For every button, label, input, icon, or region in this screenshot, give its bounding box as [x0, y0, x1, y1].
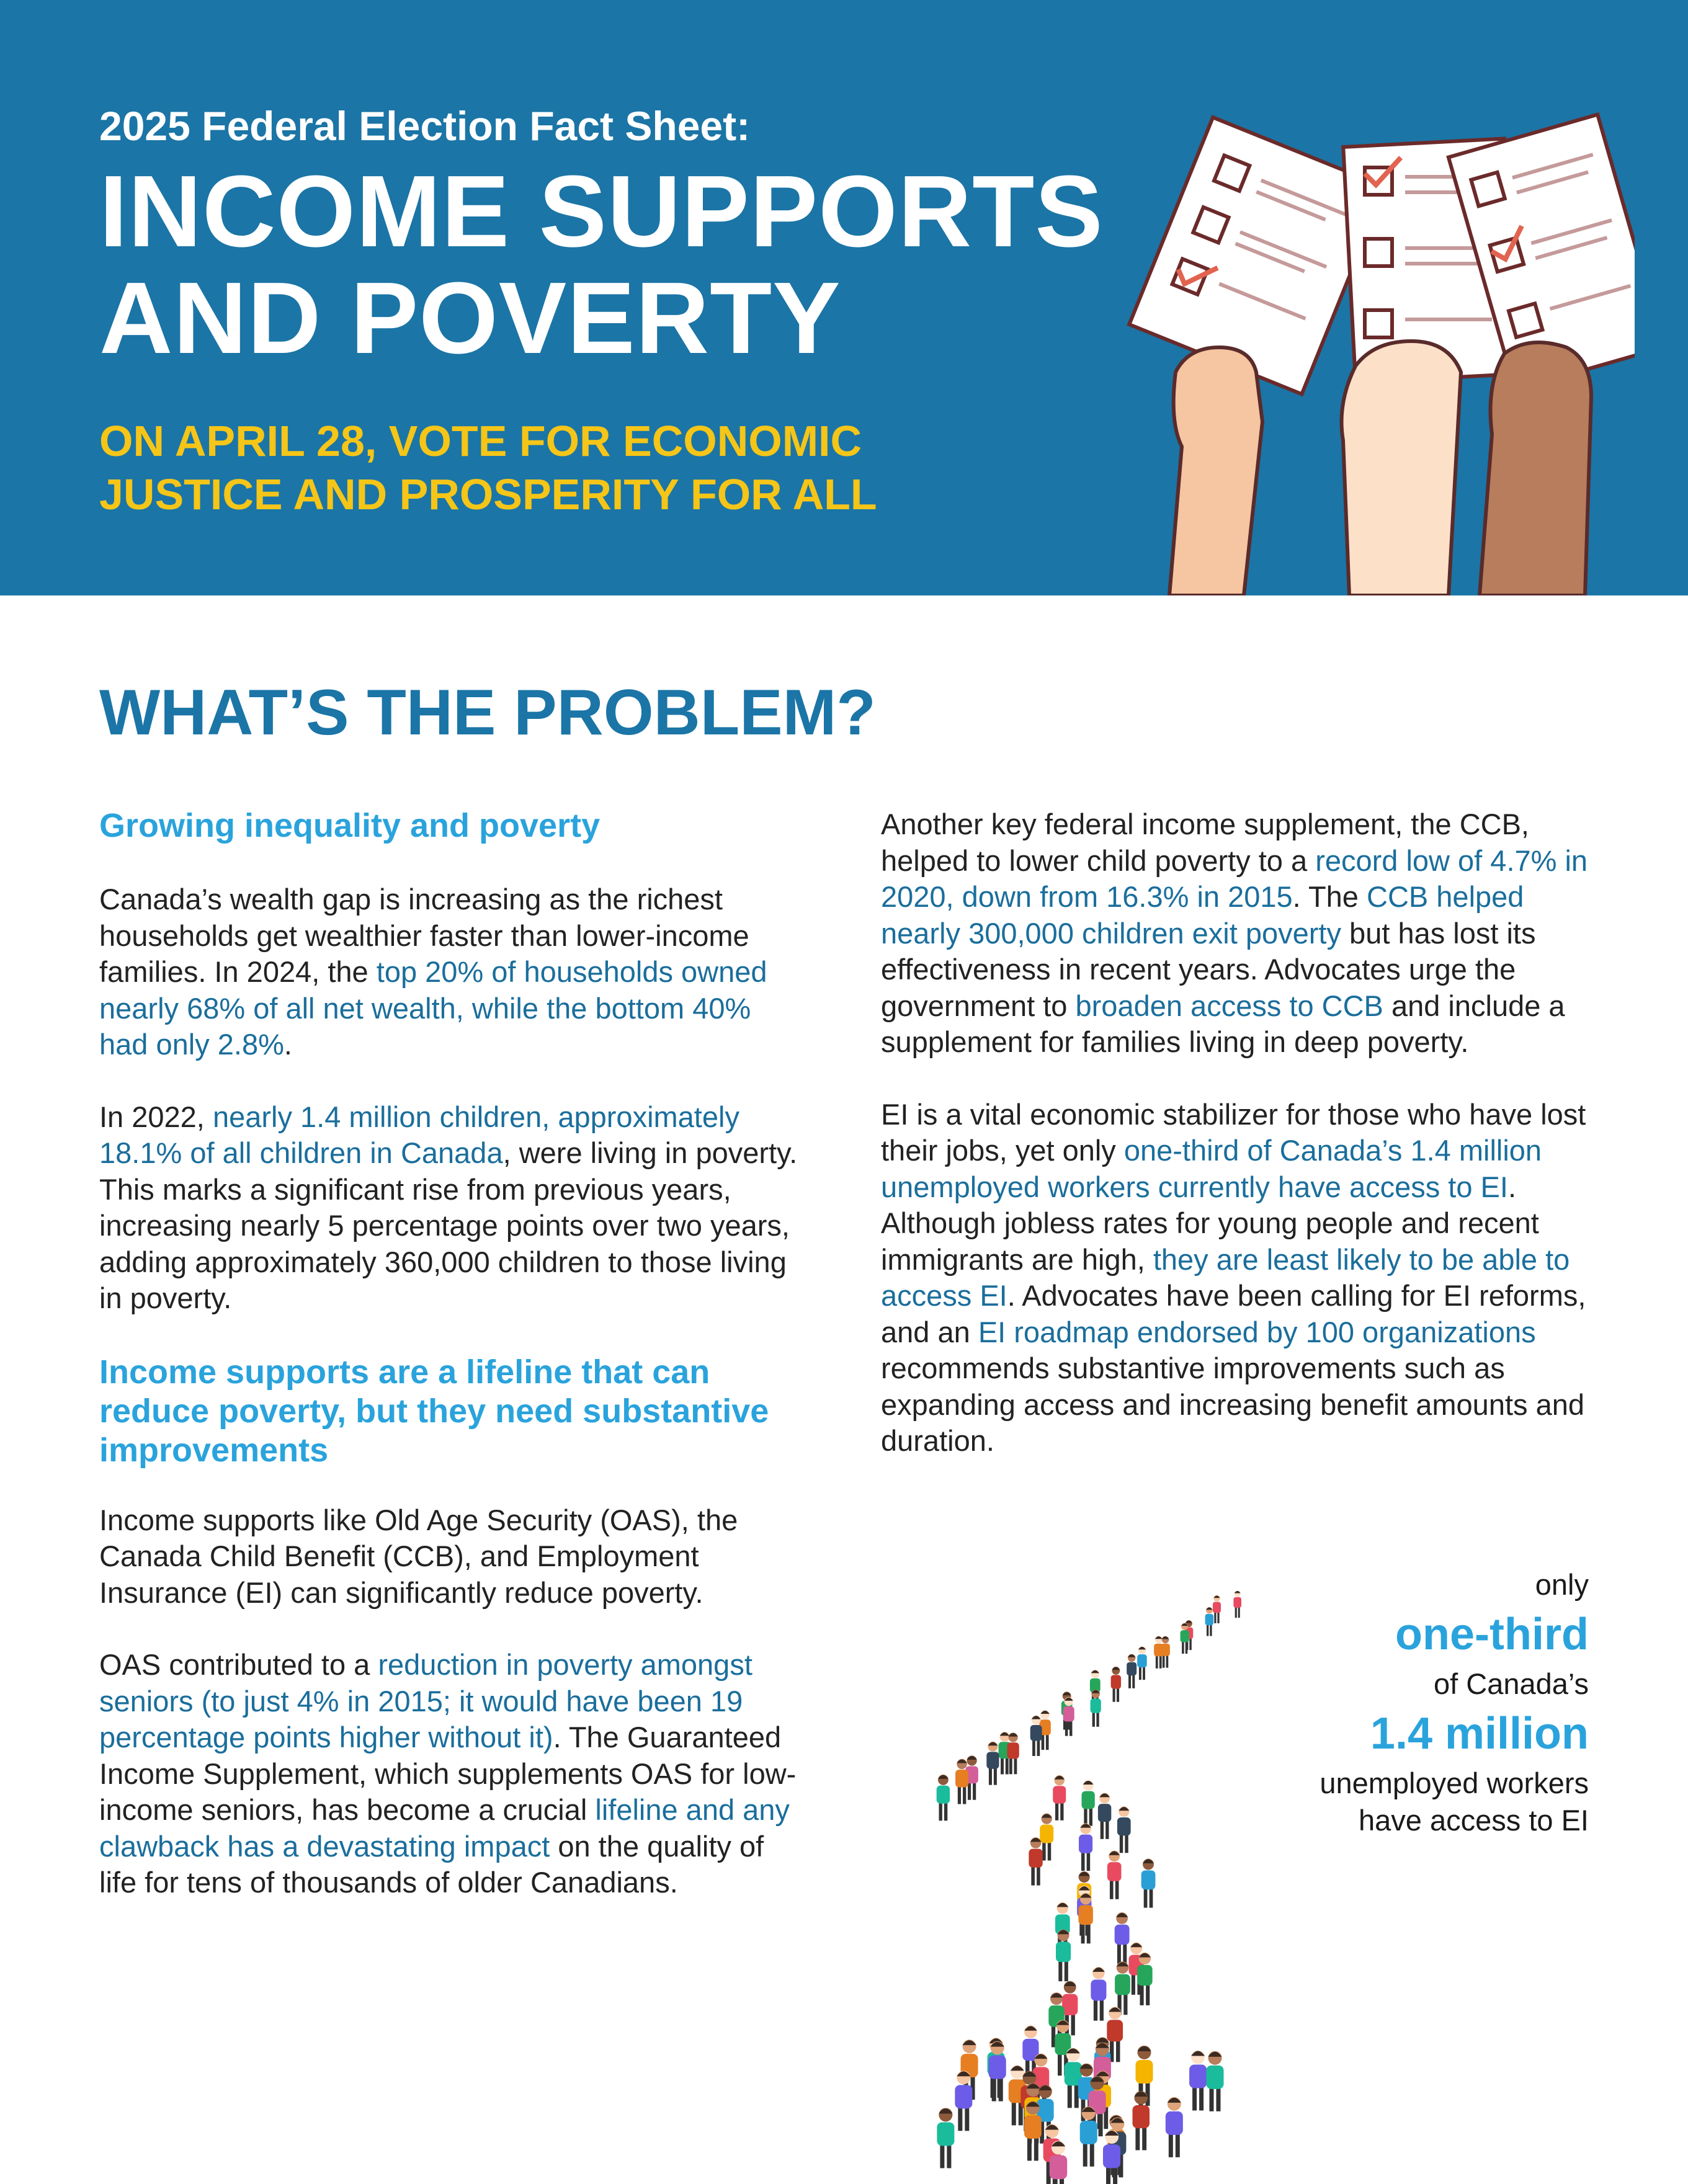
paragraph-wealth-gap: [99, 881, 803, 1063]
text: OAS contributed to a: [99, 1648, 378, 1681]
crowd-person-icon: [937, 1775, 950, 1821]
pre-title: 2025 Federal Election Fact Sheet:: [99, 103, 751, 149]
page-title: [99, 154, 1154, 375]
crowd-person-icon: [1065, 2048, 1082, 2108]
highlight-text: broaden access to CCB: [1075, 989, 1383, 1022]
highlight-text: record low of 4.7% in 2020, down from 16.3% in 2015: [881, 844, 1588, 913]
crowd-person-icon: [1053, 1775, 1066, 1821]
stat-line-access: have access to EI: [1359, 1804, 1589, 1837]
subheading-income-supports: Income supports are a lifeline that can reduce poverty, but they need substantive improvements: [99, 1353, 769, 1469]
ballots-hands-illustration: [1114, 93, 1635, 595]
highlight-text: CCB helped nearly 300,000 children exit poverty: [881, 880, 1524, 950]
title-line-1: INCOME SUPPORTS: [99, 154, 1104, 268]
crowd-person-icon: [1007, 1732, 1019, 1774]
paragraph-oas: [99, 1647, 803, 1901]
paragraph-ccb: [881, 806, 1588, 1061]
text: . The Guaranteed Income Supplement, which supplements OAS for low-income seniors, has become a crucial: [99, 1721, 797, 1826]
paragraph-ei: [881, 1097, 1588, 1460]
text: but has lost its effectiveness in recent years. Advocates urge the government to: [881, 916, 1536, 1022]
crowd-person-icon: [1133, 2091, 1150, 2150]
crowd-person-icon: [955, 1759, 968, 1804]
tagline: [99, 414, 1030, 521]
tagline-line-1: ON APRIL 28, VOTE FOR ECONOMIC: [99, 417, 862, 465]
crowd-person-icon: [1080, 2106, 1097, 2167]
highlight-text: one-third of Canada’s 1.4 million unemployed workers currently have access to EI: [881, 1134, 1542, 1203]
crowd-person-icon: [937, 2108, 954, 2168]
crowd-person-icon: [1107, 1851, 1122, 1899]
hand-middle-icon: [1342, 341, 1462, 595]
crowd-person-icon: [1063, 1697, 1074, 1736]
left-column: [99, 806, 803, 1937]
highlight-text: EI roadmap endorsed by 100 organizations: [978, 1315, 1536, 1348]
text: recommends substantive improvements such as expanding access and increasing benefit amounts and duration.: [881, 1352, 1584, 1457]
subheading-inequality: Growing inequality and poverty: [99, 807, 601, 844]
stat-1-4-million: 1.4 million: [1370, 1709, 1589, 1758]
highlight-text: reduction in poverty amongst seniors (to just 4% in 2015; it would have been 19 percentage points higher without it): [99, 1648, 752, 1754]
crowd-person-icon: [1078, 1893, 1092, 1943]
paragraph-child-poverty: [99, 1099, 803, 1317]
crowd-person-icon: [1050, 2141, 1067, 2184]
text: In 2022,: [99, 1100, 213, 1133]
stat-line-unemployed: unemployed workers: [1320, 1767, 1589, 1799]
hand-right-icon: [1480, 342, 1591, 595]
crowd-person-icon: [1189, 2050, 1207, 2110]
crowd-person-icon: [1024, 2101, 1042, 2160]
right-column: [881, 806, 1588, 1495]
crowd-person-icon: [1206, 2051, 1223, 2111]
highlight-text: nearly 1.4 million children, approximately 18.1% of all children in Canada: [99, 1100, 739, 1169]
crowd-person-icon: [1166, 2097, 1183, 2157]
stat-one-third: one-third: [1395, 1610, 1589, 1659]
crowd-person-icon: [1103, 2130, 1120, 2184]
crowd-person-icon: [1030, 1715, 1042, 1755]
title-line-2: AND POVERTY: [99, 261, 841, 375]
crowd-person-icon: [1056, 1930, 1071, 1982]
text: , were living in poverty. This marks a significant rise from previous years, increasing nearly 5 percentage points over two years, adding approximately 360,000 children to those living in poverty.: [99, 1136, 798, 1314]
header-banner: [0, 0, 1688, 595]
crowd-person-icon: [1091, 1967, 1106, 2021]
highlight-text: lifeline and any clawback has a devastating impact: [99, 1793, 790, 1863]
text: .: [284, 1028, 292, 1061]
crowd-person-icon: [1079, 1824, 1092, 1871]
hand-left-icon: [1169, 347, 1262, 595]
paragraph-income-supports: Income supports like Old Age Security (OAS), the Canada Child Benefit (CCB), and Employment Insurance (EI) can significantly reduce poverty.: [99, 1503, 738, 1609]
section-title: WHAT’S THE PROBLEM?: [99, 677, 876, 749]
text: Canada’s wealth gap is increasing as the richest households get wealthier faster than lower-income families. In 2024, the: [99, 883, 749, 988]
text: . The: [1292, 880, 1367, 913]
highlight-text: top 20% of households owned nearly 68% of all net wealth, while the bottom 40% had only 2.8%: [99, 955, 767, 1061]
text: on the quality of life for tens of thousands of older Canadians.: [99, 1829, 764, 1899]
crowd-person-icon: [1115, 1912, 1130, 1964]
text: Another key federal income supplement, the CCB, helped to lower child poverty to a: [881, 808, 1529, 877]
text: . Advocates have been calling for EI reforms, and an: [881, 1279, 1586, 1348]
crowd-person-icon: [1029, 1837, 1042, 1885]
crowd-person-icon: [1141, 1859, 1156, 1908]
stat-line-only: only: [1535, 1568, 1589, 1601]
crowd-person-icon: [986, 1742, 999, 1785]
ei-stat-callout: [1092, 1566, 1589, 1839]
text: . Although jobless rates for young people and recent immigrants are high,: [881, 1170, 1539, 1276]
tagline-line-2: JUSTICE AND PROSPERITY FOR ALL: [99, 470, 877, 519]
stat-line-of-canada: of Canada’s: [1434, 1667, 1589, 1700]
highlight-text: they are least likely to be able to access EI: [881, 1242, 1570, 1312]
crowd-person-icon: [1115, 1961, 1130, 2015]
text: and include a supplement for families living in deep poverty.: [881, 989, 1565, 1058]
text: EI is a vital economic stabilizer for those who have lost their jobs, yet only: [881, 1097, 1586, 1167]
crowd-person-icon: [955, 2070, 972, 2131]
crowd-person-icon: [1137, 1953, 1153, 2005]
